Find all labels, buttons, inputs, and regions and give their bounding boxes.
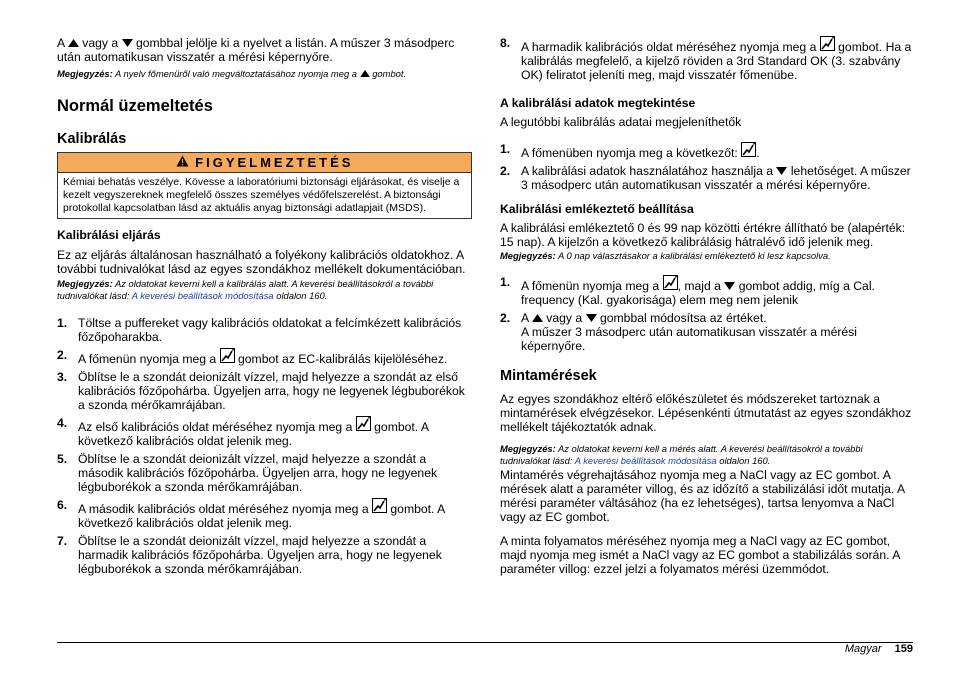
view-steps [500,142,913,192]
stirring-settings-link[interactable]: A keverési beállítások módosítása [131,290,274,301]
list-item: 2. A kalibrálási adatok használatához használja a lehetőséget. A műszer 3 másodperc után automatikusan visszatér a mérési képernyőre. [500,164,911,192]
right-column [500,36,913,576]
list-item: 2. A főmenün nyomja meg a gombot az EC-kalibrálás kijelöléséhez. [57,348,448,366]
heading-calibration-procedure: Kalibrálási eljárás [57,228,161,242]
sample-intro: Az egyes szondákhoz eltérő előkészületet és módszereket tartoznak a mintamérések elvégzésekor. Lépésenkénti útmutatást az egyes szondákhoz mellékelt tájékoztatók adnak. [500,392,912,434]
list-item: 6. A második kalibrációs oldat méréséhez nyomja meg a gombot. A következő kalibrációs oldat jelenik meg. [57,498,445,530]
list-item: 5. Öblítse le a szondát deionizált vízzel, majd helyezze a szondát a második kalibrációs főzőpohárba. Ügyeljen arra, hogy ne legyenek légbuborékok a szonda mérőkamrájában. [57,452,438,494]
language-select-text: A vagy a gombbal jelölje ki a nyelvet a listán. A műszer 3 másodperc után automatikusan visszatér a mérési képernyőre. [57,36,455,64]
warning-box [57,152,472,219]
list-item: 2. A vagy a gombbal módosítsa az értéket. A műszer 3 másodperc után automatikusan visszatér a mérési képernyőre. [500,311,857,353]
procedure-note: Megjegyzés: Az oldatokat keverni kell a kalibrálás alatt. A keverési beállításokról a további tudnivalókat lásd: A keverési beállítások módosítása oldalon 160. [57,278,434,301]
heading-calibration: Kalibrálás [57,131,127,147]
calibration-key-icon [741,142,756,160]
view-intro: A legutóbbi kalibrálás adatai megjeleníthetők [500,115,742,129]
list-item: 4. Az első kalibrációs oldat méréséhez nyomja meg a gombot. A következő kalibrációs oldat jelenik meg. [57,416,429,448]
reminder-note: Megjegyzés: A 0 nap választásakor a kalibrálási emlékeztető ki lesz kapcsolva. [500,250,831,261]
calibration-key-icon [220,348,235,366]
list-item: 7. Öblítse le a szondát deionizált vízzel, majd helyezze a szondát a harmadik kalibrációs főzőpohárba. Ügyeljen arra, hogy ne legyenek légbuborékok a szonda mérőkamrájában. [57,534,442,576]
page-number: 159 [894,643,913,655]
sample-paragraph-2: Mintamérés végrehajtásához nyomja meg a NaCl vagy az EC gombot. A mérések alatt a paraméter villog, és az időzítő a stabilizálási időt mutatja. A mérési paraméter váltásához (ha ez lehetséges), tartsa lenyomva a NaCl vagy az EC gombot. [500,468,905,524]
up-arrow-icon [68,36,79,50]
warning-title: FIGYELMEZTETÉS [195,155,354,170]
reminder-steps [500,275,913,353]
list-item: 1. A főmenüben nyomja meg a következőt: . [500,142,760,160]
page-footer [845,642,913,656]
footer-language: Magyar [844,643,882,655]
up-arrow-icon [532,311,543,325]
heading-sample-measurements: Mintamérések [500,368,597,384]
heading-view-calibration-data: A kalibrálási adatok megtekintése [500,96,696,110]
footer-divider [57,642,913,643]
calibration-key-icon [372,498,387,516]
calibration-key-icon [356,416,371,434]
reminder-intro: A kalibrálási emlékeztető 0 és 99 nap közötti értékre állítható be (alapérték: 15 nap). A kijelzőn a következő kalibrálásig hátralévő idő jelenik meg. [500,221,906,249]
procedure-intro: Ez az eljárás általánosan használható a folyékony kalibrációs oldatokhoz. A további tudnivalókat lásd az egyes szondákhoz mellékelt dokumentációban. [57,248,466,276]
list-item: 8. A harmadik kalibrációs oldat méréséhez nyomja meg a gombot. Ha a kalibrálás megfelelő, a kijelző röviden a 3rd Standard OK (3. szabvány OK) feliratot jeleníti meg, majd visszatér főmenübe. [500,36,912,82]
stirring-settings-link[interactable]: A keverési beállítások módosítása [574,455,717,466]
up-arrow-icon [360,68,370,80]
calibration-key-icon [663,275,678,293]
warning-text: Kémiai behatás veszélye. Kövesse a laboratóriumi biztonsági eljárásokat, és viselje a kezelt vegyszereknek megfelelő összes személyes védőfelszerelést. A biztonsági protokollal kapcsolatban lásd az aktuális anyag biztonsági adatlapjait (MSDS). [63,176,460,214]
sample-note: Megjegyzés: Az oldatokat keverni kell a mérés alatt. A keverési beállításokról a további tudnivalókat lásd: A keverési beállítások módosítása oldalon 160. [500,443,863,466]
calibration-steps [57,316,472,576]
calibration-steps-continued [500,36,913,82]
calibration-key-icon [820,36,835,54]
left-column [57,36,472,580]
list-item: 1. A főmenün nyomja meg a , majd a gombot addig, míg a Cal. frequency (Kal. gyakorisága) elem meg nem jelenik [500,275,875,307]
list-item: 1. Töltse a puffereket vagy kalibrációs oldatokat a felcímkézett kalibrációs főzőpoharakba. [57,316,462,344]
down-arrow-icon [776,164,787,178]
warning-header [58,153,471,173]
sample-paragraph-3: A minta folyamatos méréséhez nyomja meg a NaCl vagy az EC gombot, majd nyomja meg ismét a NaCl vagy az EC gombot a stabilizálás során. A paraméter villog: ezzel jelzi a folyamatos mérési üzemmódot. [500,534,900,576]
language-note: Megjegyzés: A nyelv főmenüről való megváltoztatásához nyomja meg a gombot. [57,68,407,79]
down-arrow-icon [724,279,735,293]
heading-calibration-reminder: Kalibrálási emlékeztető beállítása [500,202,694,216]
down-arrow-icon [122,36,133,50]
list-item: 3. Öblítse le a szondát deionizált vízzel, majd helyezze a szondát az első kalibrációs főzőpohárba. Ügyeljen arra, hogy ne legyenek légbuborékok a szonda mérőkamrájában. [57,370,465,412]
warning-triangle-icon [176,153,189,172]
down-arrow-icon [586,311,597,325]
heading-normal-operation: Normál üzemeltetés [57,97,213,115]
